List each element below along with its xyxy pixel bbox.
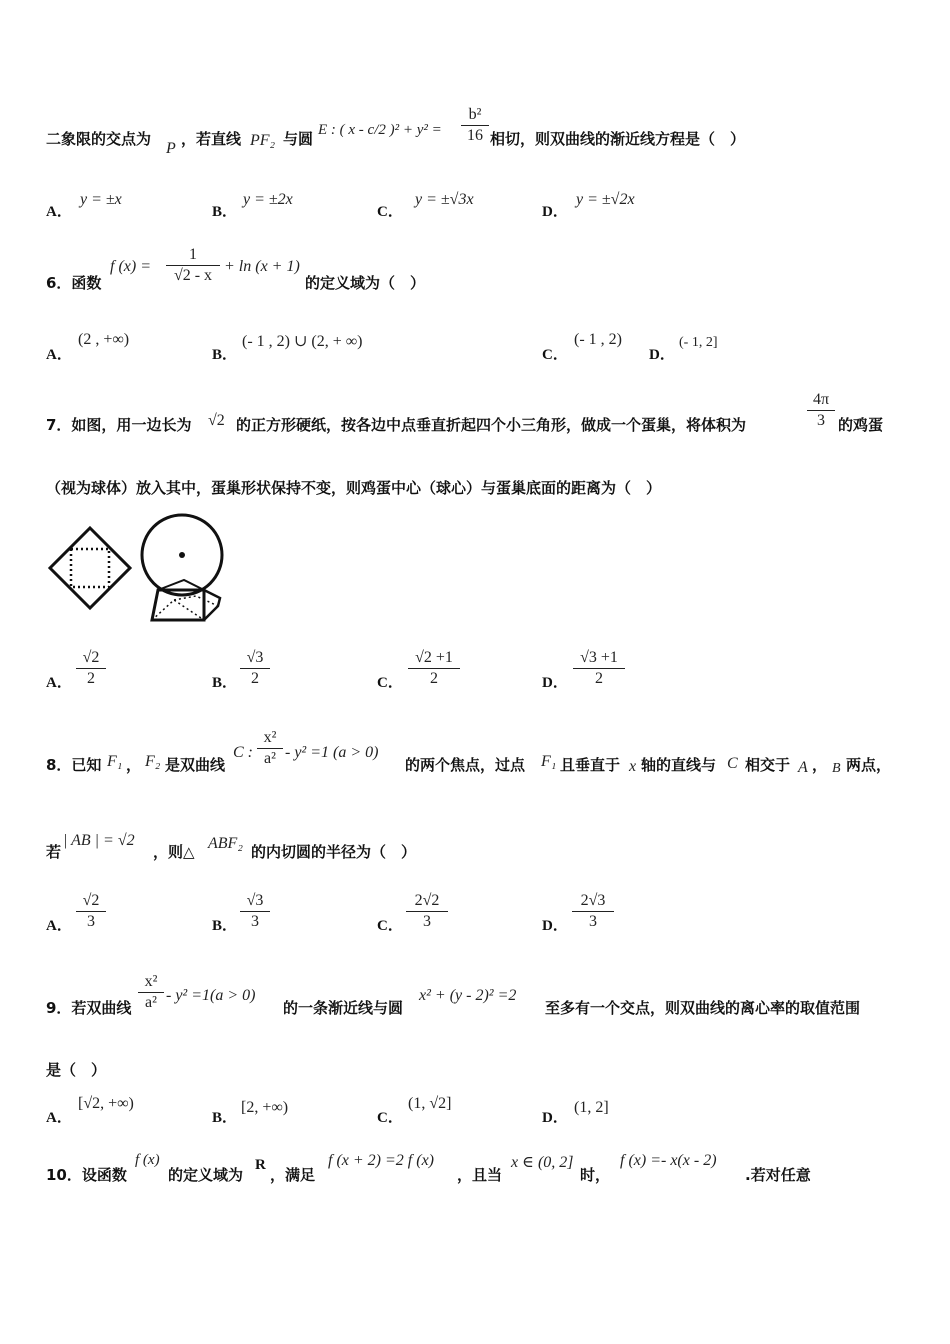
q6-option-b-expr: (- 1 , 2) ∪ (2, + ∞) <box>242 333 363 350</box>
q6-option-a-expr: (2 , +∞) <box>78 331 130 348</box>
q10-text-1: 10．设函数 <box>46 1166 127 1184</box>
sphere-center-dot <box>179 552 185 558</box>
q6-text-2: 的定义域为（ ） <box>305 274 426 292</box>
q6-option-c-label[interactable]: C． <box>542 347 568 363</box>
q9-text-4: 是（ ） <box>46 1061 107 1079</box>
q7-vol-den: 3 <box>817 412 825 429</box>
q8-f1-b: F₁ <box>541 753 557 770</box>
square-sheet-outline <box>50 528 130 608</box>
q5-circle-equation: E : ( x - c/2 )² + y² = <box>318 122 442 138</box>
q9-hyperbola-fraction <box>138 972 164 1013</box>
q8-text-7: 两点， <box>846 756 892 774</box>
q10-function-name: f (x) <box>135 1152 160 1168</box>
q9-text-3: 至多有一个交点，则双曲线的离心率的取值范围 <box>545 999 861 1017</box>
q8-option-d-num: 2√3 <box>572 891 614 912</box>
q5-text-1: 二象限的交点为 <box>46 130 152 148</box>
q5-option-c-expr: y = ±√3x <box>415 191 474 208</box>
q8-option-a-den: 3 <box>87 913 95 930</box>
q7-option-b-den: 2 <box>251 670 259 687</box>
q8-option-c-den: 3 <box>423 913 431 930</box>
q8-text-1: 8．已知 <box>46 756 102 774</box>
q10-text-2: 的定义域为 <box>168 1166 244 1184</box>
q5-text-3: 与圆 <box>283 130 314 148</box>
q7-option-d-fraction <box>573 648 625 689</box>
q10-text-3: ，满足 <box>270 1166 316 1184</box>
q9-text-2: 的一条渐近线与圆 <box>283 999 404 1017</box>
q5-option-a-label[interactable]: A． <box>46 204 72 220</box>
q9-option-b-label[interactable]: B． <box>212 1110 238 1126</box>
q8-text-5: 轴的直线与 <box>641 756 717 774</box>
q7-option-c-den: 2 <box>430 670 438 687</box>
q7-text-3: 的鸡蛋 <box>838 416 884 434</box>
q8-option-c-fraction <box>406 891 448 932</box>
q8-curve-label: C : <box>233 744 253 761</box>
q8-option-b-num: √3 <box>240 891 270 912</box>
q9-option-c-expr: (1, √2] <box>408 1095 452 1112</box>
q7-text-1: 7．如图，用一边长为 <box>46 416 192 434</box>
q9-hyperbola-rest: - y² =1(a > 0) <box>166 987 256 1004</box>
q9-circle-equation: x² + (y - 2)² =2 <box>419 987 517 1004</box>
q9-hyp-den: a² <box>145 994 157 1011</box>
q10-interval-condition: x ∈ (0, 2] <box>511 1154 574 1171</box>
q8-curve-c: C <box>727 755 738 772</box>
q8-x-axis: x <box>629 758 637 775</box>
q5-option-a-expr: y = ±x <box>80 191 122 208</box>
q10-function-definition: f (x) =- x(x - 2) <box>620 1152 717 1169</box>
q10-text-5: 时， <box>580 1166 611 1184</box>
q6-option-b-label[interactable]: B． <box>212 347 238 363</box>
q8-text-6: 相交于 <box>745 756 791 774</box>
q5-option-c-label[interactable]: C． <box>377 204 403 220</box>
q8-option-a-num: √2 <box>76 891 106 912</box>
q8-option-b-den: 3 <box>251 913 259 930</box>
q8-option-b-fraction <box>240 891 270 932</box>
q8-text-4: 且垂直于 <box>560 756 621 774</box>
q7-text-4: （视为球体）放入其中，蛋巢形状保持不变，则鸡蛋中心（球心）与蛋巢底面的距离为（ ） <box>46 479 662 497</box>
q8-option-d-fraction <box>572 891 614 932</box>
q6-option-c-expr: (- 1 , 2) <box>574 331 622 348</box>
q8-text-9: ，则△ <box>153 843 195 861</box>
q10-text-6: .若对任意 <box>745 1166 811 1184</box>
q9-hyp-num: x² <box>138 972 164 993</box>
q8-text-8: 若 <box>46 843 62 861</box>
q6-den: √2 - x <box>173 267 213 284</box>
q8-option-d-label[interactable]: D． <box>542 918 568 934</box>
q6-option-a-label[interactable]: A． <box>46 347 72 363</box>
q7-option-d-num: √3 +1 <box>573 648 625 669</box>
q7-option-d-label[interactable]: D． <box>542 675 568 691</box>
q9-option-c-label[interactable]: C． <box>377 1110 403 1126</box>
q7-option-b-fraction <box>240 648 270 689</box>
q8-text-3: 的两个焦点，过点 <box>405 756 526 774</box>
q7-figure <box>46 510 231 628</box>
q7-option-c-num: √2 +1 <box>408 648 460 669</box>
q9-option-b-expr: [2, +∞) <box>241 1099 289 1116</box>
q9-option-a-expr: [√2, +∞) <box>78 1095 134 1112</box>
q8-option-a-fraction <box>76 891 106 932</box>
q8-hyperbola-fraction <box>257 728 283 769</box>
q10-real-set: R <box>255 1157 266 1173</box>
q8-triangle: ABF₂ <box>208 835 243 852</box>
fold-lines-square <box>71 549 109 587</box>
q5-option-b-label[interactable]: B． <box>212 204 238 220</box>
q5-circle-den: 16 <box>467 127 483 144</box>
q7-text-2: 的正方形硬纸，按各边中点垂直折起四个小三角形，做成一个蛋巢，将体积为 <box>236 416 747 434</box>
q9-option-d-label[interactable]: D． <box>542 1110 568 1126</box>
q6-num: 1 <box>166 245 220 266</box>
q7-option-d-den: 2 <box>595 670 603 687</box>
q8-option-c-num: 2√2 <box>406 891 448 912</box>
q8-text-2: 是双曲线 <box>165 756 226 774</box>
q8-comma-1: ， <box>126 756 142 774</box>
q6-text-1: 6．函数 <box>46 274 102 292</box>
q7-vol-num: 4π <box>807 390 835 411</box>
q6-option-d-label[interactable]: D． <box>649 347 675 363</box>
q8-comma-2: ， <box>812 756 828 774</box>
q8-hyperbola-rest: - y² =1 (a > 0) <box>285 744 379 761</box>
q5-text-2: ，若直线 <box>181 130 242 148</box>
q5-point-p: P <box>166 140 176 157</box>
q5-option-b-expr: y = ±2x <box>243 191 293 208</box>
q6-function-rest: + ln (x + 1) <box>224 258 300 275</box>
q7-option-c-label[interactable]: C． <box>377 675 403 691</box>
q7-option-a-fraction <box>76 648 106 689</box>
q8-point-a: A <box>798 759 808 776</box>
q8-point-b: B <box>832 761 841 776</box>
q5-line-pf2: PF₂ <box>250 132 276 149</box>
q7-volume-fraction <box>807 390 835 431</box>
q8-option-d-den: 3 <box>589 913 597 930</box>
q10-functional-equation: f (x + 2) =2 f (x) <box>328 1152 434 1169</box>
q8-hyp-num: x² <box>257 728 283 749</box>
q8-hyp-den: a² <box>264 750 276 767</box>
q9-option-d-expr: (1, 2] <box>574 1099 609 1116</box>
q10-text-4: ，且当 <box>457 1166 503 1184</box>
nest-hidden-edges-2 <box>174 596 218 606</box>
q8-option-c-label[interactable]: C． <box>377 918 403 934</box>
q5-circle-num: b² <box>461 105 489 126</box>
nest-hidden-edges <box>152 600 204 620</box>
q9-option-a-label[interactable]: A． <box>46 1110 72 1126</box>
q6-option-d-expr: (- 1, 2] <box>679 335 718 350</box>
q9-text-1: 9．若双曲线 <box>46 999 132 1017</box>
q8-f1: F₁ <box>107 753 123 770</box>
q7-option-a-den: 2 <box>87 670 95 687</box>
q7-option-c-fraction <box>408 648 460 689</box>
q7-option-a-label[interactable]: A． <box>46 675 72 691</box>
q6-fraction <box>166 245 220 286</box>
q8-option-b-label[interactable]: B． <box>212 918 238 934</box>
q5-option-d-expr: y = ±√2x <box>576 191 635 208</box>
q7-option-b-label[interactable]: B． <box>212 675 238 691</box>
q5-text-4: 相切，则双曲线的渐近线方程是（ ） <box>490 130 746 148</box>
q8-option-a-label[interactable]: A． <box>46 918 72 934</box>
q7-option-b-num: √3 <box>240 648 270 669</box>
q8-f2: F₂ <box>145 753 161 770</box>
q8-ab-length: | AB | = √2 <box>63 832 135 849</box>
q7-option-a-num: √2 <box>76 648 106 669</box>
q6-function-name: f (x) = <box>110 258 151 275</box>
q7-side-length: √2 <box>208 412 225 429</box>
q5-circle-fraction <box>461 105 489 146</box>
q8-text-10: 的内切圆的半径为（ ） <box>251 843 417 861</box>
q5-option-d-label[interactable]: D． <box>542 204 568 220</box>
